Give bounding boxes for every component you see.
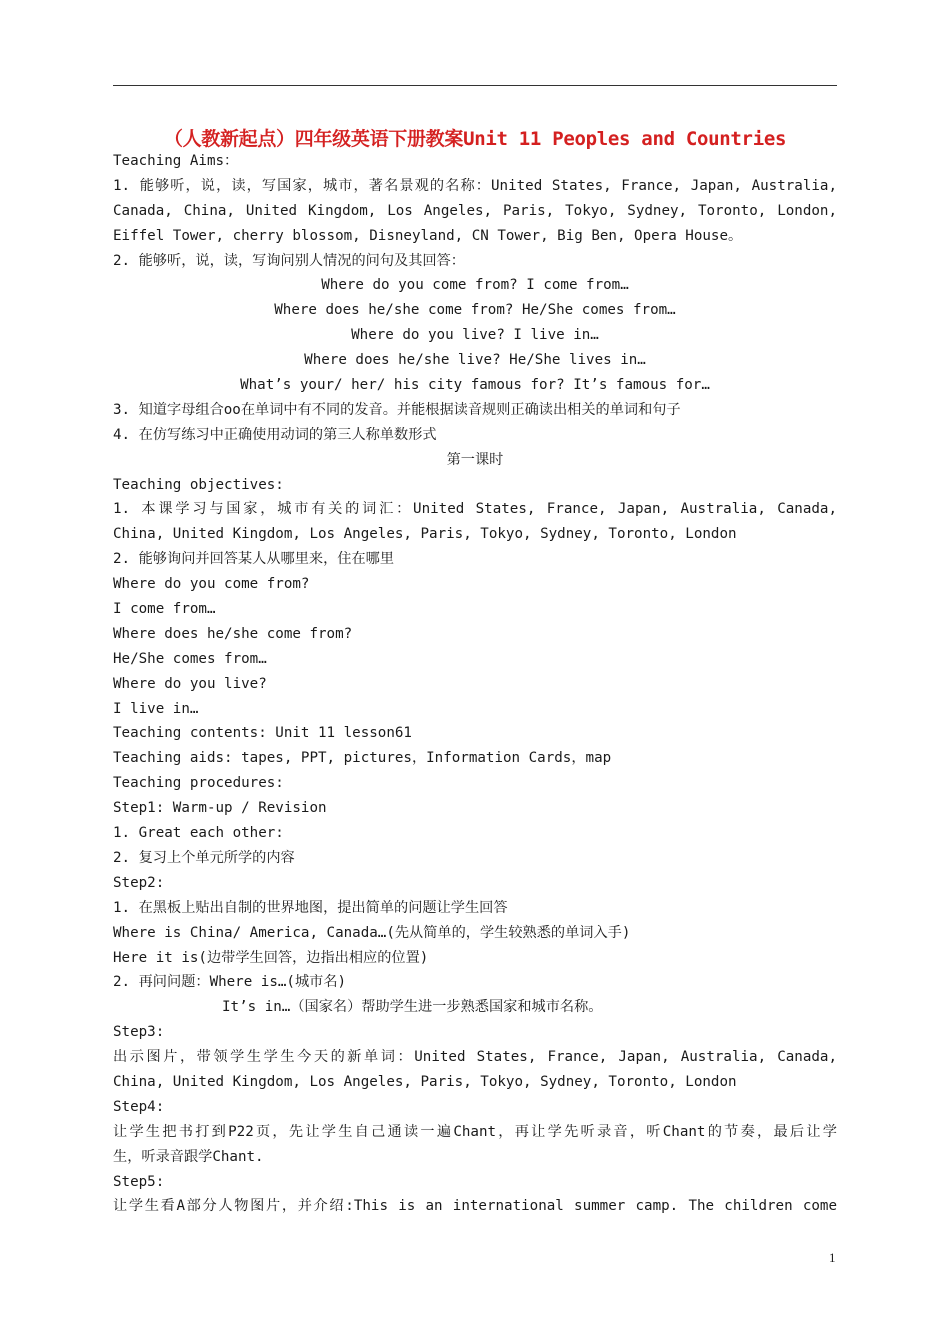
text-line: Canada, China, United Kingdom, Los Angeles, Paris, Tokyo, Sydney, Toronto, London, — [113, 202, 837, 219]
text-line: 让学生把书打到P22页，先让学生自己通读一遍Chant，再让学先听录音，听Chant的节奏，最后让学 — [113, 1123, 837, 1140]
text-line: 出示图片，带领学生学生今天的新单词：United States, France, Japan, Australia, Canada, — [113, 1049, 837, 1066]
text-line: 第一课时 — [446, 451, 504, 468]
text-line: Eiffel Tower, cherry blossom, Disneyland, CN Tower, Big Ben, Opera House。 — [113, 227, 743, 244]
text-line: 3. 知道字母组合oo在单词中有不同的发音。并能根据读音规则正确读出相关的单词和句子 — [113, 401, 681, 418]
text-line: 2. 能够听，说，读，写询问别人情况的问句及其回答： — [113, 252, 465, 269]
text-line: China, United Kingdom, Los Angeles, Paris, Tokyo, Sydney, Toronto, London — [113, 526, 737, 543]
text-line: Step3: — [113, 1024, 165, 1041]
text-line: Teaching aids: tapes, PPT, pictures，Information Cards，map — [113, 750, 612, 767]
document-body — [113, 149, 837, 1219]
text-line: It’s in…（国家名）帮助学生进一步熟悉国家和城市名称。 — [222, 999, 603, 1016]
document-title: （人教新起点）四年级英语下册教案Unit 11 Peoples and Countries — [163, 128, 787, 150]
page-number: 1 — [829, 1250, 836, 1265]
text-line: Step1: Warm-up / Revision — [113, 800, 327, 817]
text-line: 4. 在仿写练习中正确使用动词的第三人称单数形式 — [113, 426, 437, 443]
text-line: 1. 能够听，说，读，写国家，城市，著名景观的名称：United States, France, Japan, Australia, — [113, 177, 837, 194]
text-line: I come from… — [113, 601, 216, 618]
text-line: Where do you live? — [113, 675, 267, 692]
text-line: Where do you come from? I come from… — [321, 277, 629, 294]
text-line: 2. 复习上个单元所学的内容 — [113, 849, 295, 866]
text-line: Where does he/she come from? — [113, 625, 353, 642]
header-rule — [113, 85, 837, 86]
text-line: Here it is(边带学生回答，边指出相应的位置) — [113, 949, 429, 966]
text-line: 1. Great each other: — [113, 825, 284, 842]
text-line: Teaching objectives: — [113, 476, 284, 493]
text-line: Step4: — [113, 1098, 165, 1115]
text-line: He/She comes from… — [113, 650, 267, 667]
text-line: What’s your/ her/ his city famous for? It’s famous for… — [240, 377, 710, 394]
text-line: 生，听录音跟学Chant. — [113, 1148, 264, 1165]
text-line: 2. 再问问题：Where is…(城市名) — [113, 974, 347, 991]
text-line: Where do you come from? — [113, 576, 310, 593]
text-line: Where does he/she live? He/She lives in… — [304, 352, 646, 369]
text-line: 1. 本课学习与国家，城市有关的词汇：United States, France, Japan, Australia, Canada, — [113, 501, 837, 518]
text-line: Step5: — [113, 1173, 165, 1190]
text-line: 2. 能够询问并回答某人从哪里来，住在哪里 — [113, 551, 395, 568]
text-line: I live in… — [113, 700, 199, 717]
text-line: Where is China/ America, Canada…(先从简单的，学生较熟悉的单词入手) — [113, 924, 631, 941]
text-line: Where do you live? I live in… — [351, 327, 599, 344]
text-line: Where does he/she come from? He/She comes from… — [274, 302, 676, 319]
text-line: Step2: — [113, 874, 165, 891]
text-line: 让学生看A部分人物图片，并介绍:This is an international summer camp. The children come — [113, 1198, 837, 1215]
text-line: Teaching Aims： — [113, 153, 239, 169]
text-line: 1. 在黑板上贴出自制的世界地图，提出简单的问题让学生回答 — [113, 899, 508, 916]
text-line: China, United Kingdom, Los Angeles, Paris, Tokyo, Sydney, Toronto, London — [113, 1073, 737, 1090]
text-line: Teaching contents: Unit 11 lesson61 — [113, 725, 412, 742]
text-line: Teaching procedures: — [113, 775, 284, 792]
